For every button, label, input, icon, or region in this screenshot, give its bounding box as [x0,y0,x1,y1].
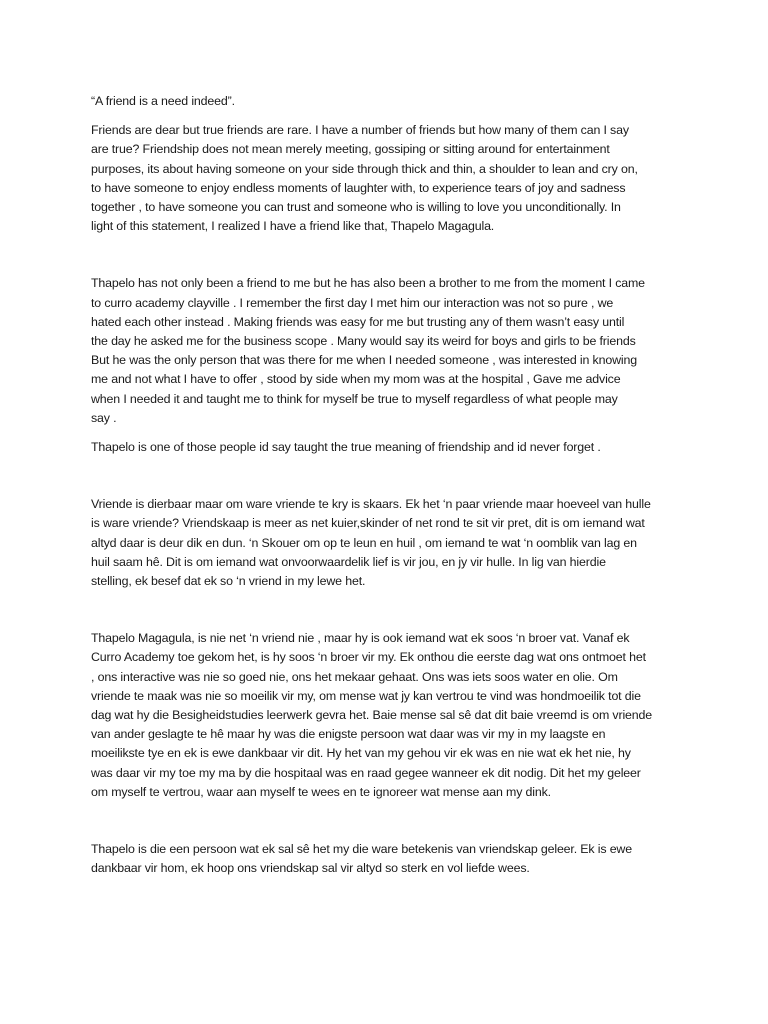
paragraph-line: Thapelo has not only been a friend to me but he has also been a brother to me from the moment I came [91,276,645,291]
paragraph-line: huil saam hê. Dit is om iemand wat onvoorwaardelik lief is vir jou, en jy vir hulle. In lig van hierdie [91,554,606,569]
paragraph-line: me and not what I have to offer , stood by side when my mom was at the hospital , Gave me advice [91,372,621,387]
paragraph-line: dag wat hy die Besigheidstudies leerwerk gevra het. Baie mense sal sê dat dit baie vreemd is om vriende [91,708,653,723]
paragraph-line: stelling, ek besef dat ek so ‘n vriend in my lewe het. [91,574,366,589]
paragraph-line: But he was the only person that was there for me when I needed someone , was interested in knowing [91,353,637,368]
paragraph-line: om myself te vertrou, waar aan myself te wees en te ignoreer wat mense aan my dink. [91,784,551,799]
paragraph-line: , ons interactive was nie so goed nie, ons het mekaar gehaat. Ons was iets soos water en olie. Om [91,669,618,684]
paragraph-line: Vriende is dierbaar maar om ware vriende te kry is skaars. Ek het ‘n paar vriende maar hoeveel van hulle [91,497,651,512]
paragraph-line: together , to have someone you can trust and someone who is willing to love you unconditionally. In [91,200,621,215]
paragraph-6 [91,840,691,878]
document-page [91,92,691,879]
paragraph-line: purposes, its about having someone on your side through thick and thin, a shoulder to lean and cry on, [91,161,638,176]
paragraph-5 [91,629,691,802]
paragraph-line: to have someone to enjoy endless moments of laughter with, to experience tears of joy and sadness [91,180,626,195]
paragraph-3 [91,438,691,457]
paragraph-line: say . [91,410,117,425]
paragraph-line: when I needed it and taught me to think for myself be true to myself regardless of what people may [91,391,618,406]
paragraph-line: vriende te maak was nie so moeilik vir my, om mense wat jy kan vertrou te vind was hondmoeilik tot die [91,688,641,703]
document-title [91,92,691,111]
paragraph-line: the day he asked me for the business scope . Many would say its weird for boys and girls to be friends [91,334,636,349]
paragraph-line: altyd daar is deur dik en dun. ‘n Skouer om op te leun en huil , om iemand te wat ‘n oomblik van lag en [91,535,637,550]
paragraph-line: Thapelo is die een persoon wat ek sal sê het my die ware betekenis van vriendskap geleer. Ek is ewe [91,842,632,857]
paragraph-line: to curro academy clayville . I remember the first day I met him our interaction was not so pure , we [91,295,614,310]
paragraph-2 [91,274,691,428]
paragraph-4 [91,495,691,591]
paragraph-line: light of this statement, I realized I have a friend like that, Thapelo Magagula. [91,219,495,234]
paragraph-line: are true? Friendship does not mean merely meeting, gossiping or sitting around for entertainment [91,142,610,157]
paragraph-line: Friends are dear but true friends are rare. I have a number of friends but how many of them can I say [91,123,629,138]
paragraph-line: Thapelo Magagula, is nie net ‘n vriend nie , maar hy is ook iemand wat ek soos ‘n broer vat. Vanaf ek [91,631,630,646]
paragraph-line: Curro Academy toe gekom het, is hy soos ‘n broer vir my. Ek onthou die eerste dag wat ons ontmoet het [91,650,646,665]
paragraph-line: van ander geslagte te hê maar hy was die enigste persoon wat daar was vir my in my laagste en [91,727,606,742]
paragraph-line: Thapelo is one of those people id say taught the true meaning of friendship and id never forget . [91,440,601,455]
paragraph-line: hated each other instead . Making friends was easy for me but trusting any of them wasn’t easy until [91,314,625,329]
paragraph-line: is ware vriende? Vriendskaap is meer as net kuier,skinder of net rond te sit vir pret, dit is om iemand wat [91,516,645,531]
paragraph-line: moeilikste tye en ek is ewe dankbaar vir dit. Hy het van my gehou vir ek was en nie wat ek het nie, hy [91,746,631,761]
paragraph-line: dankbaar vir hom, ek hoop ons vriendskap sal vir altyd so sterk en vol liefde wees. [91,861,530,876]
paragraph-line: was daar vir my toe my ma by die hospitaal was en raad gegee wanneer ek dit nodig. Dit het my geleer [91,765,641,780]
paragraph-1 [91,121,691,236]
title-text: “A friend is a need indeed”. [91,94,235,108]
